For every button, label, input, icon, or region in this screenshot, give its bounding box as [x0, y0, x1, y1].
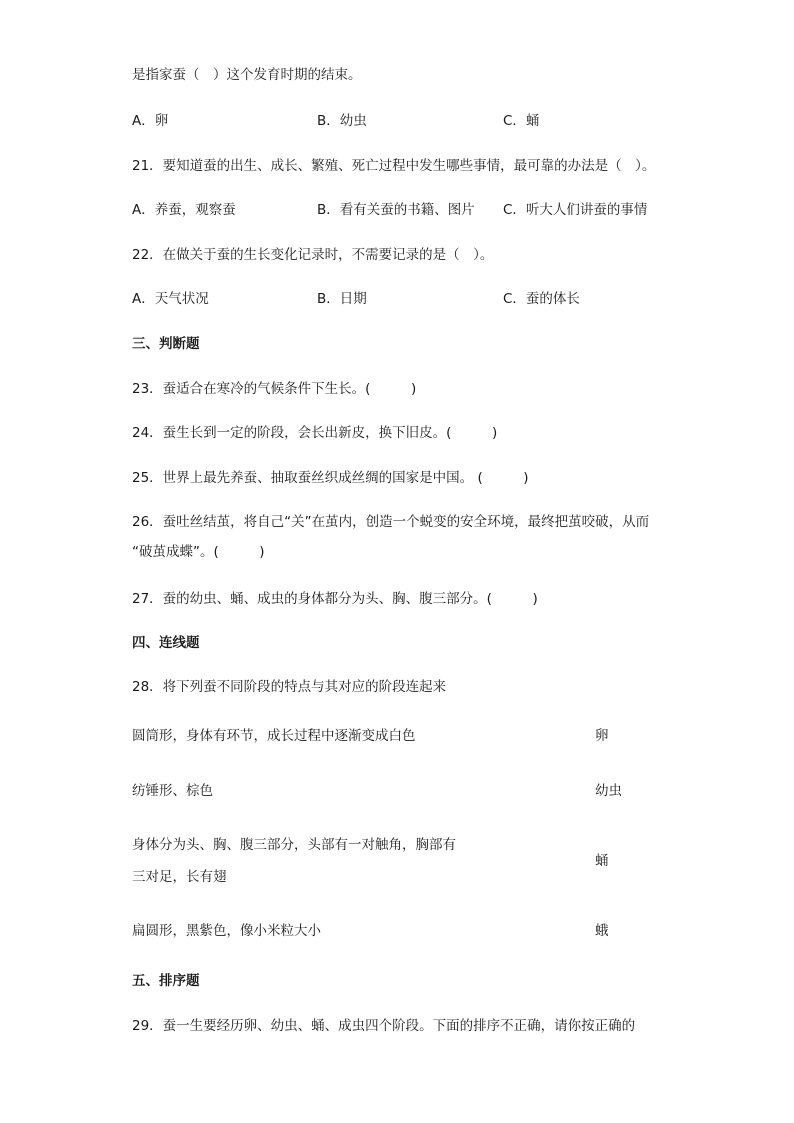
question-26-line2: “破茧成蝶”。( )	[132, 544, 265, 560]
matching-right-stage: 幼虫	[595, 783, 622, 799]
matching-right-stage: 蛹	[595, 853, 609, 869]
matching-left-item-continued: 三对足，长有翅	[132, 869, 227, 885]
q21-option-a: A．养蚕，观察蚕	[132, 202, 236, 218]
q22-option-b: B．日期	[317, 291, 367, 307]
matching-left-item: 扁圆形，黑紫色，像小米粒大小	[132, 923, 321, 939]
matching-left-item: 身体分为头、胸、腹三部分，头部有一对触角，胸部有	[132, 837, 456, 853]
matching-right-stage: 蛾	[595, 923, 609, 939]
q21-option-b: B．看有关蚕的书籍、图片	[317, 202, 475, 218]
question-22: 22．在做关于蚕的生长变化记录时，不需要记录的是（ ）。	[132, 247, 494, 263]
matching-left-item: 纺锤形、棕色	[132, 783, 213, 799]
section-heading-ordering: 五、排序题	[132, 973, 200, 989]
section-heading-judgement: 三、判断题	[132, 336, 200, 352]
q22-option-c: C．蚕的体长	[503, 291, 580, 307]
question-28: 28．将下列蚕不同阶段的特点与其对应的阶段连起来	[132, 679, 447, 695]
matching-left-item: 圆筒形，身体有环节，成长过程中逐渐变成白色	[132, 728, 416, 744]
matching-right-stage: 卵	[595, 728, 609, 744]
section-heading-matching: 四、连线题	[132, 635, 200, 651]
question-23: 23．蚕适合在寒冷的气候条件下生长。( )	[132, 381, 417, 397]
question-26-line1: 26．蚕吐丝结茧，将自己“关”在茧内，创造一个蜕变的安全环境，最终把茧咬破，从而	[132, 514, 650, 530]
q22-option-a: A．天气状况	[132, 291, 209, 307]
question-24: 24．蚕生长到一定的阶段，会长出新皮，换下旧皮。( )	[132, 425, 498, 441]
question-21: 21．要知道蚕的出生、成长、繁殖、死亡过程中发生哪些事情，最可靠的办法是（ ）。	[132, 158, 656, 174]
question-25: 25．世界上最先养蚕、抽取蚕丝织成丝绸的国家是中国。 ( )	[132, 470, 529, 486]
q20-option-a: A．卵	[132, 113, 169, 129]
question-27: 27．蚕的幼虫、蛹、成虫的身体都分为头、胸、腹三部分。( )	[132, 591, 538, 607]
q21-option-c: C．听大人们讲蚕的事情	[503, 202, 648, 218]
question-20-tail: 是指家蚕（ ）这个发育时期的结束。	[132, 67, 362, 83]
question-29: 29．蚕一生要经历卵、幼虫、蛹、成虫四个阶段。下面的排序不正确，请你按正确的	[132, 1018, 636, 1034]
q20-option-c: C．蛹	[503, 113, 540, 129]
q20-option-b: B．幼虫	[317, 113, 367, 129]
